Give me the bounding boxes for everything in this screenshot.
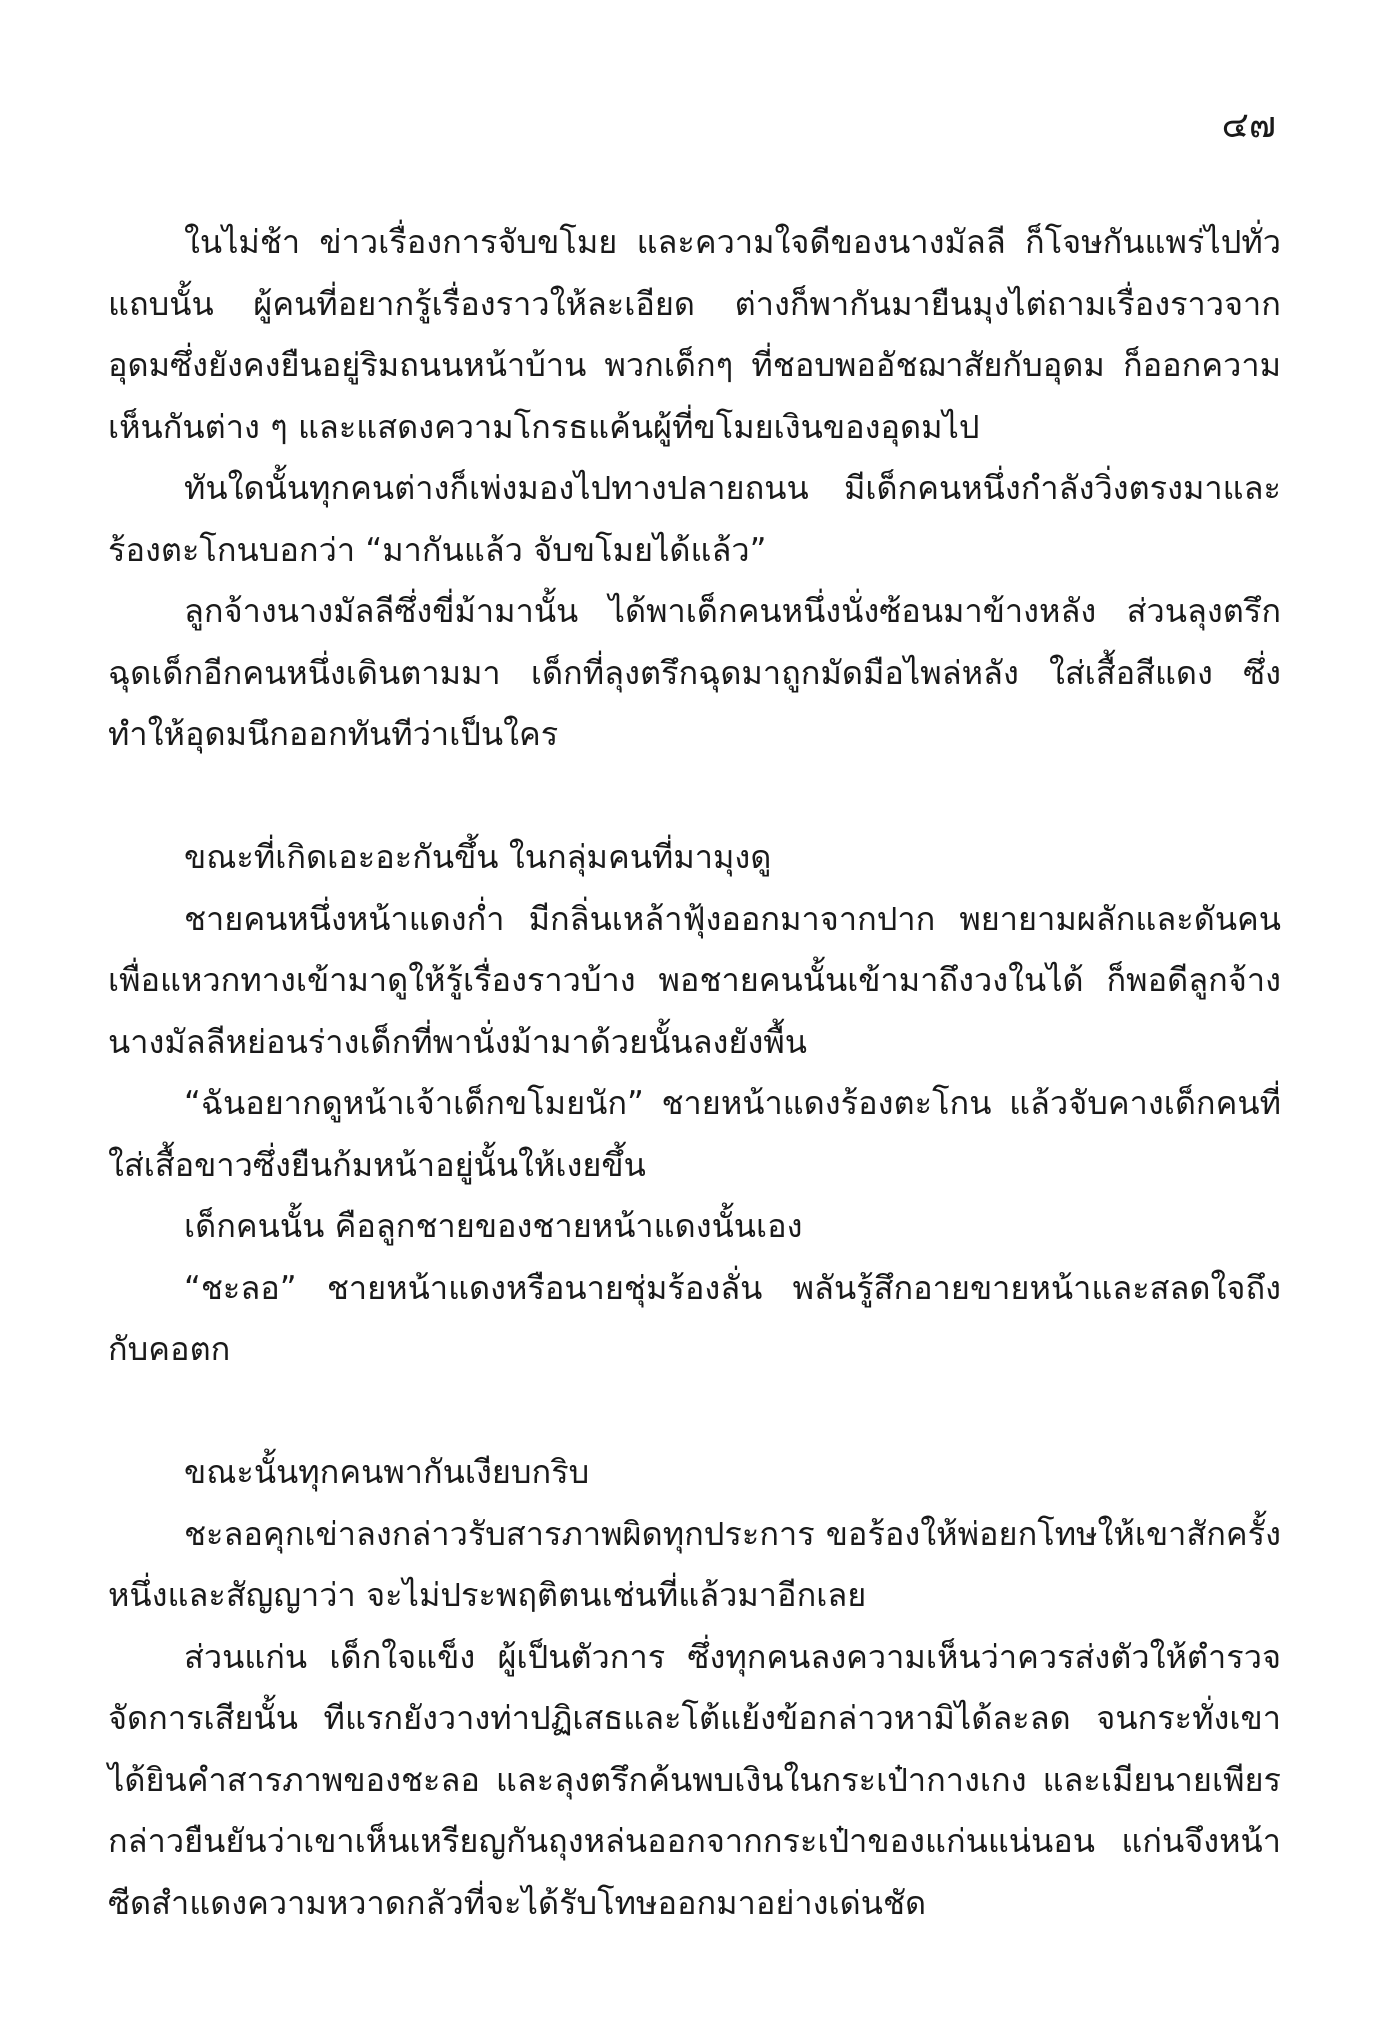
paragraph: ทันใดนั้นทุกคนต่างก็เพ่งมองไปทางปลายถนน มีเด็กคนหนึ่งกำลังวิ่งตรงมาและร้องตะโกนบอกว่า “มากันแล้ว จับขโมยได้แล้ว”	[108, 469, 1281, 569]
paragraph: เด็กคนนั้น คือลูกชายของชายหน้าแดงนั้นเอง	[184, 1207, 803, 1245]
paragraph: ชะลอคุกเข่าลงกล่าวรับสารภาพผิดทุกประการ ขอร้องให้พ่อยกโทษให้เขาสักครั้งหนึ่งและสัญญาว่า จะไม่ประพฤติตนเช่นที่แล้วมาอีกเลย	[108, 1514, 1281, 1614]
page-number: ๔๗	[1221, 105, 1276, 146]
paragraph: “ชะลอ” ชายหน้าแดงหรือนายชุ่มร้องลั่น พลันรู้สึกอายขายหน้าและสลดใจถึงกับคอตก	[108, 1268, 1281, 1368]
paragraph-gap	[108, 1381, 1281, 1443]
paragraph: ขณะนั้นทุกคนพากันเงียบกริบ	[184, 1453, 590, 1491]
body-text	[108, 212, 1281, 1934]
paragraph: ลูกจ้างนางมัลลีซึ่งขี่ม้ามานั้น ได้พาเด็กคนหนึ่งนั่งซ้อนมาข้างหลัง ส่วนลุงตรึกฉุดเด็กอีกคนหนึ่งเดินตามมา เด็กที่ลุงตรึกฉุดมาถูกมัดมือไพล่หลัง ใส่เสื้อสีแดง ซึ่งทำให้อุดมนึกออกทันทีว่าเป็นใคร	[108, 592, 1281, 753]
paragraph-gap	[108, 766, 1281, 828]
paragraph: “ฉันอยากดูหน้าเจ้าเด็กขโมยนัก” ชายหน้าแดงร้องตะโกน แล้วจับคางเด็กคนที่ใส่เสื้อขาวซึ่งยืนก้มหน้าอยู่นั้นให้เงยขึ้น	[108, 1084, 1281, 1184]
paragraph: ขณะที่เกิดเอะอะกันขึ้น ในกลุ่มคนที่มามุงดู	[184, 838, 772, 876]
paragraph: ชายคนหนึ่งหน้าแดงก่ำ มีกลิ่นเหล้าฟุ้งออกมาจากปาก พยายามผลักและดันคนเพื่อแหวกทางเข้ามาดูให้รู้เรื่องราวบ้าง พอชายคนนั้นเข้ามาถึงวงในได้ ก็พอดีลูกจ้างนางมัลลีหย่อนร่างเด็กที่พานั่งม้ามาด้วยนั้นลงยังพื้น	[108, 899, 1281, 1061]
paragraph: ในไม่ช้า ข่าวเรื่องการจับขโมย และความใจดีของนางมัลลี ก็โจษกันแพร่ไปทั่วแถบนั้น ผู้คนที่อยากรู้เรื่องราวให้ละเอียด ต่างก็พากันมายืนมุงไต่ถามเรื่องราวจากอุดมซึ่งยังคงยืนอยู่ริมถนนหน้าบ้าน พวกเด็กๆ ที่ชอบพออัชฌาสัยกับอุดม ก็ออกความเห็นกันต่าง ๆ และแสดงความโกรธแค้นผู้ที่ขโมยเงินของอุดมไป	[108, 223, 1281, 446]
paragraph: ส่วนแก่น เด็กใจแข็ง ผู้เป็นตัวการ ซึ่งทุกคนลงความเห็นว่าควรส่งตัวให้ตำรวจจัดการเสียนั้น ทีแรกยังวางท่าปฏิเสธและโต้แย้งข้อกล่าวหามิได้ละลด จนกระทั่งเขาได้ยินคำสารภาพของชะลอ และลุงตรึกค้นพบเงินในกระเป๋ากางเกง และเมียนายเพียรกล่าวยืนยันว่าเขาเห็นเหรียญกันถุงหล่นออกจากกระเป๋าของแก่นแน่นอน แก่นจึงหน้าซีดสำแดงความหวาดกลัวที่จะได้รับโทษออกมาอย่างเด่นชัด	[108, 1637, 1281, 1922]
